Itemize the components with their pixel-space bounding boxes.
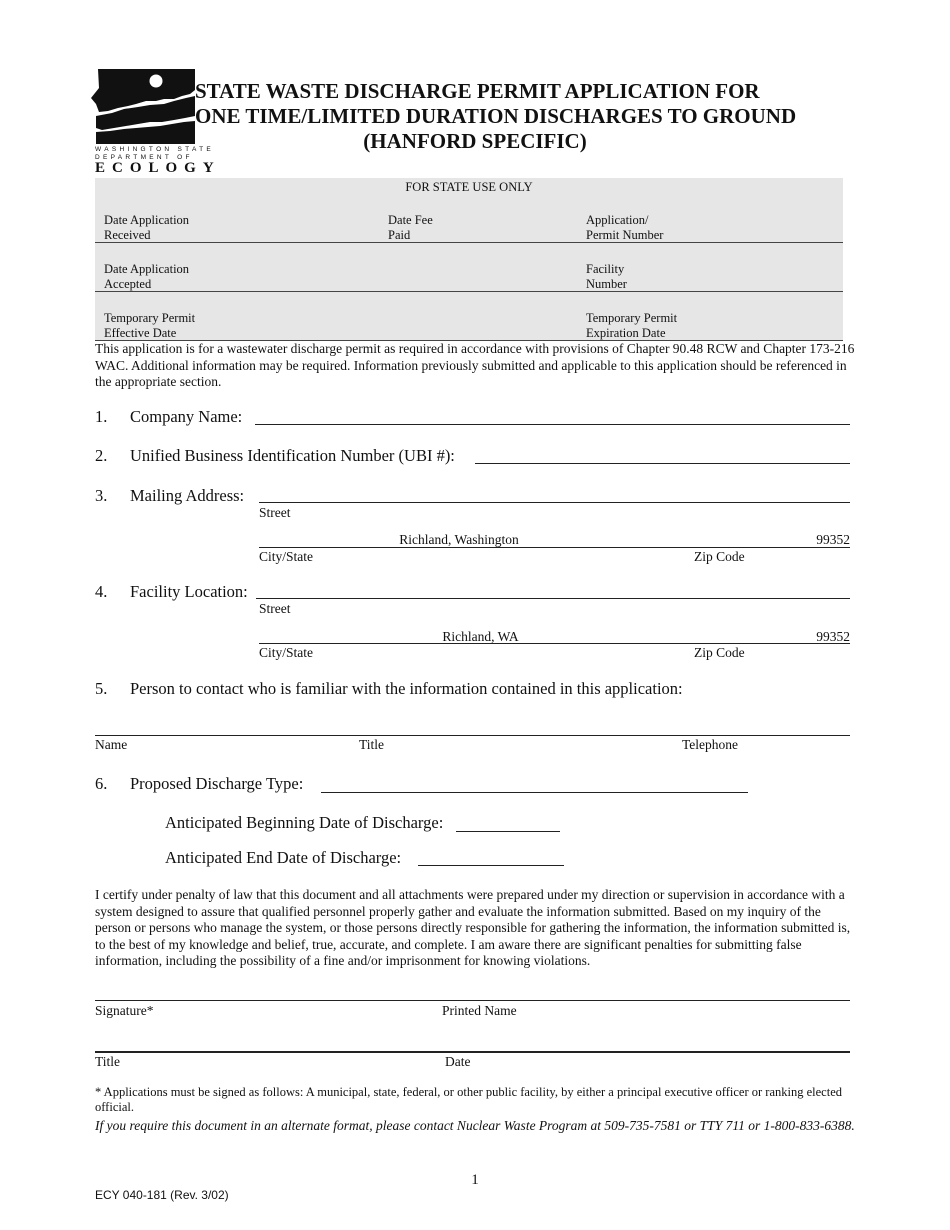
- q4-label: Facility Location:: [130, 582, 248, 601]
- state-row-divider: [95, 291, 843, 292]
- q6-number: 6.: [95, 774, 108, 793]
- facility-city-underline: [259, 643, 850, 644]
- end-date-label: Anticipated End Date of Discharge:: [165, 848, 402, 867]
- contact-title-label: Title: [359, 737, 385, 752]
- contact-underline[interactable]: [95, 735, 850, 736]
- alternate-format-note: If you require this document in an alternate format, please contact Nuclear Waste Program at 509-735-7581 or TTY 711 or 1-800-833-6388.: [95, 1118, 855, 1133]
- sign-date-label: Date: [445, 1054, 471, 1069]
- discharge-type-field[interactable]: [321, 792, 748, 793]
- temp-expiration-label: Temporary Permit Expiration Date: [586, 311, 678, 340]
- printed-name-label: Printed Name: [442, 1003, 517, 1018]
- begin-date-field[interactable]: [456, 831, 560, 832]
- q1-label: Company Name:: [130, 407, 243, 426]
- facility-city-field[interactable]: Richland, WA: [442, 629, 519, 644]
- page-title: [195, 79, 797, 154]
- logo-caption-state: WASHINGTON STATE: [95, 146, 215, 153]
- company-name-underline: [255, 424, 850, 425]
- mailing-zip-field[interactable]: 99352: [816, 532, 850, 547]
- state-row-divider: [95, 242, 843, 243]
- facility-street-label: Street: [259, 601, 291, 616]
- facility-zip-label: Zip Code: [694, 645, 745, 660]
- q5-label: Person to contact who is familiar with the information contained in this application:: [130, 679, 683, 698]
- mailing-zip-label: Zip Code: [694, 549, 745, 564]
- fee-paid-label: Date Fee Paid: [388, 213, 433, 242]
- state-use-heading: FOR STATE USE ONLY: [405, 180, 533, 194]
- intro-paragraph: This application is for a wastewater discharge permit as required in accordance with provisions of Chapter 90.48 RCW and Chapter 173-216 WAC. Additional information may be required. Information previously submitted and applicable to this application should be referenced in the appropriate section.: [95, 341, 855, 389]
- q5-number: 5.: [95, 679, 108, 698]
- signature-line[interactable]: [95, 1000, 850, 1001]
- mailing-street-label: Street: [259, 505, 291, 520]
- q2-label: Unified Business Identification Number (UBI #):: [130, 446, 455, 465]
- facility-street-underline: [256, 598, 850, 599]
- signature-footnote: * Applications must be signed as follows: A municipal, state, federal, or other public facility, by either a principal executive officer or ranking elected official.: [95, 1085, 842, 1114]
- contact-name-label: Name: [95, 737, 128, 752]
- page-number: 1: [471, 1172, 479, 1188]
- title-line-2: ONE TIME/LIMITED DURATION DISCHARGES TO GROUND: [195, 104, 797, 128]
- permit-number-label: Application/ Permit Number: [586, 213, 664, 242]
- title-date-line[interactable]: [95, 1051, 850, 1053]
- q6-label: Proposed Discharge Type:: [130, 774, 304, 793]
- signer-title-label: Title: [95, 1054, 121, 1069]
- mailing-city-field[interactable]: Richland, Washington: [399, 532, 519, 547]
- q4-number: 4.: [95, 582, 108, 601]
- begin-date-label: Anticipated Beginning Date of Discharge:: [165, 813, 444, 832]
- q3-label: Mailing Address:: [130, 486, 245, 505]
- title-line-1: STATE WASTE DISCHARGE PERMIT APPLICATION FOR: [195, 79, 760, 103]
- temp-effective-label: Temporary Permit Effective Date: [104, 311, 196, 340]
- facility-zip-field[interactable]: 99352: [816, 629, 850, 644]
- ubi-underline: [475, 463, 850, 464]
- q3-number: 3.: [95, 486, 108, 505]
- facility-city-label: City/State: [259, 645, 313, 660]
- certification-paragraph: I certify under penalty of law that this document and all attachments were prepared under my direction or supervision in accordance with a system designed to assure that qualified personnel properly gather and evaluate the information submitted. Based on my inquiry of the person or persons who manage the system, or those persons directly responsible for gathering the information, the information submitted is, to the best of my knowledge and belief, true, accurate, and complete. I am aware there are significant penalties for submitting false information, including the possibility of a fine and/or imprisonment for knowing violations.: [95, 887, 851, 968]
- contact-telephone-label: Telephone: [682, 737, 739, 752]
- form-code: ECY 040-181 (Rev. 3/02): [95, 1188, 229, 1202]
- signature-label: Signature*: [95, 1003, 154, 1018]
- end-date-field[interactable]: [418, 865, 564, 866]
- date-accepted-label: Date Application Accepted: [104, 262, 190, 291]
- state-use-only-box: [95, 178, 843, 341]
- q1-number: 1.: [95, 407, 108, 426]
- date-received-label: Date Application Received: [104, 213, 190, 242]
- mailing-city-underline: [259, 547, 850, 548]
- mailing-city-label: City/State: [259, 549, 313, 564]
- title-line-3: (HANFORD SPECIFIC): [363, 129, 587, 153]
- logo-wordmark: ECOLOGY: [95, 160, 221, 176]
- mailing-street-underline: [259, 502, 850, 503]
- logo-caption-department: DEPARTMENT OF: [95, 154, 193, 161]
- q2-number: 2.: [95, 446, 108, 465]
- facility-number-label: Facility Number: [586, 262, 627, 291]
